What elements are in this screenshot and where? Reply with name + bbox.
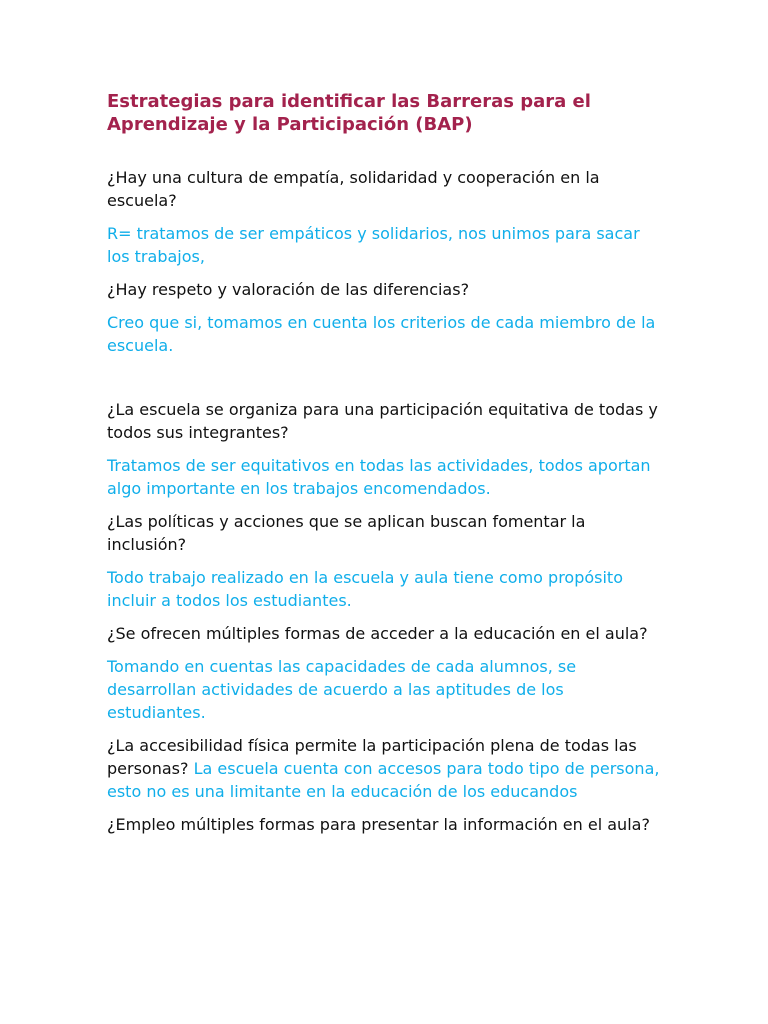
answer-1: R= tratamos de ser empáticos y solidarios, nos unimos para sacar los trabajos, [107, 224, 640, 266]
answer-4: Todo trabajo realizado en la escuela y aula tiene como propósito incluir a todos los estudiantes. [107, 568, 623, 610]
document-page [107, 90, 667, 846]
answer-2: Creo que si, tomamos en cuenta los criterios de cada miembro de la escuela. [107, 313, 656, 355]
question-4: ¿Las políticas y acciones que se aplican buscan fomentar la inclusión? [107, 512, 586, 554]
question-1: ¿Hay una cultura de empatía, solidaridad y cooperación en la escuela? [107, 168, 600, 210]
question-3: ¿La escuela se organiza para una participación equitativa de todas y todos sus integrantes? [107, 400, 658, 442]
question-2: ¿Hay respeto y valoración de las diferencias? [107, 280, 470, 299]
question-5: ¿Se ofrecen múltiples formas de acceder a la educación en el aula? [107, 624, 648, 643]
question-6: ¿La accesibilidad física permite la participación plena de todas las personas? [107, 736, 637, 778]
answer-6: La escuela cuenta con accesos para todo tipo de persona, esto no es una limitante en la educación de los educandos [107, 759, 660, 801]
document-title: Estrategias para identificar las Barreras para el Aprendizaje y la Participación (BAP) [107, 91, 591, 135]
answer-5: Tomando en cuentas las capacidades de cada alumnos, se desarrollan actividades de acuerdo a las aptitudes de los estudiantes. [107, 657, 577, 722]
question-6-paragraph [107, 734, 667, 803]
blank-line [107, 367, 667, 398]
answer-3: Tratamos de ser equitativos en todas las actividades, todos aportan algo importante en los trabajos encomendados. [107, 456, 651, 498]
question-7: ¿Empleo múltiples formas para presentar la información en el aula? [107, 815, 650, 834]
